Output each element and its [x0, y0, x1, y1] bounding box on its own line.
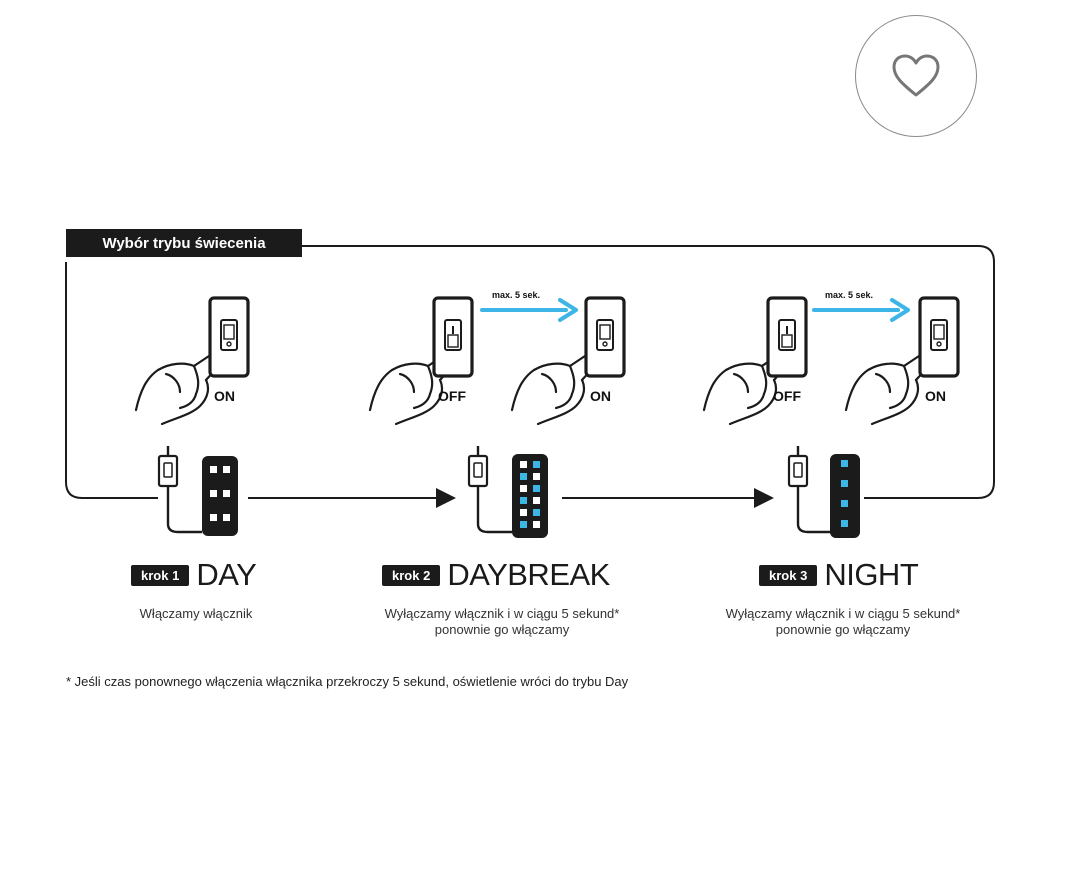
step-badge: krok 1 [131, 565, 189, 586]
step-2-desc-line-2: ponownie go włączamy [434, 622, 570, 637]
step-3-desc-line-2: ponownie go włączamy [775, 622, 911, 637]
max-label-2: max. 5 sek. [825, 290, 874, 300]
step-1 [131, 557, 256, 593]
diagram-title: Wybór trybu świecenia [66, 229, 302, 257]
step-1-description [100, 606, 292, 622]
step-2-desc-line-1: Wyłączamy włącznik i w ciągu 5 sekund* [384, 606, 620, 621]
max-arrow-2 [814, 300, 908, 320]
max-label-1: max. 5 sek. [492, 290, 541, 300]
hand-switch-on-1 [136, 298, 248, 424]
step-badge: krok 3 [759, 565, 817, 586]
step-mode: DAYBREAK [447, 557, 610, 592]
label-on-2: ON [590, 388, 611, 404]
step-2-description [362, 606, 642, 638]
step-3-description [702, 606, 984, 638]
led-daybreak [469, 446, 548, 538]
step-3-desc-line-1: Wyłączamy włącznik i w ciągu 5 sekund* [725, 606, 961, 621]
step-1-desc-line-1: Włączamy włącznik [139, 606, 253, 621]
led-day [159, 446, 238, 536]
max-arrow-1 [482, 300, 576, 320]
label-on-1: ON [214, 388, 235, 404]
label-on-3: ON [925, 388, 946, 404]
footnote: * Jeśli czas ponownego włączenia włącznika przekroczy 5 sekund, oświetlenie wróci do trybu Day [66, 674, 629, 689]
step-mode: NIGHT [824, 557, 919, 592]
led-night [789, 446, 860, 538]
hand-switch-off-2 [370, 298, 472, 424]
step-mode: DAY [196, 557, 257, 592]
step-2 [382, 557, 610, 593]
step-3 [759, 557, 918, 593]
label-off-2: OFF [438, 388, 466, 404]
hand-switch-off-3 [704, 298, 806, 424]
step-badge: krok 2 [382, 565, 440, 586]
label-off-3: OFF [773, 388, 801, 404]
hand-switch-on-3 [846, 298, 958, 424]
